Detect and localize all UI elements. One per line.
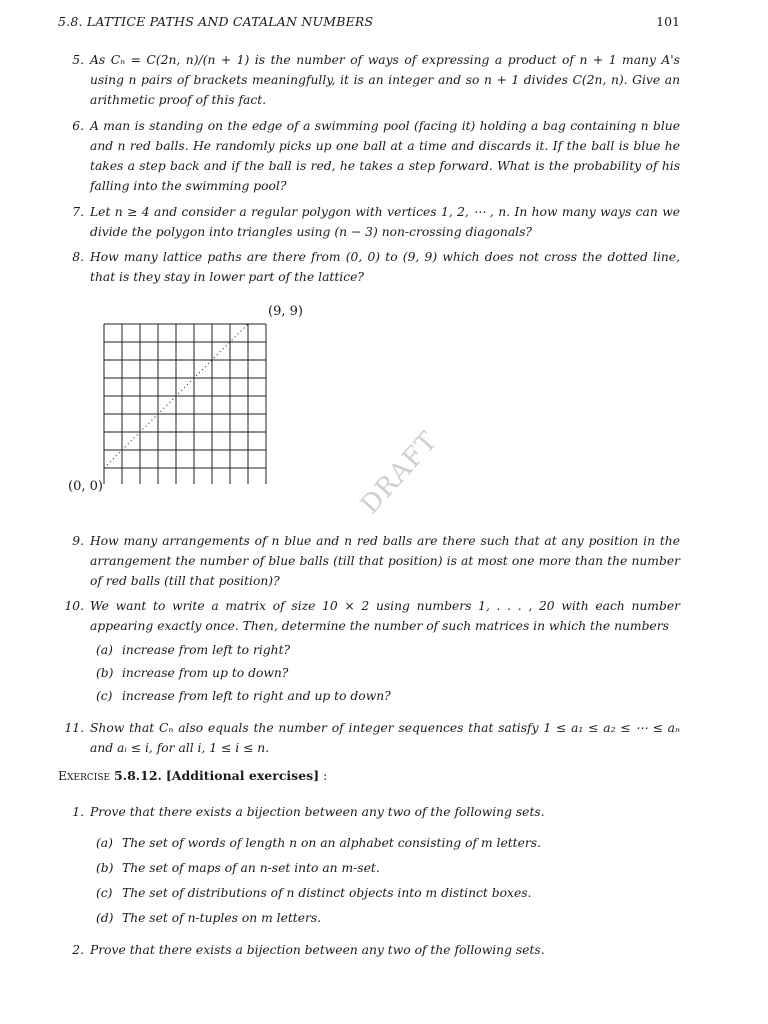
part-text: The set of maps of an n-set into an m-set. <box>122 861 380 875</box>
additional-1-part-c <box>96 883 656 903</box>
part-text: The set of words of length n on an alphabet consisting of m letters. <box>122 836 541 850</box>
part-text: increase from left to right and up to down? <box>122 689 391 703</box>
exercise-tail: : <box>319 768 328 783</box>
problem-text: We want to write a matrix of size 10 × 2 using numbers 1, . . . , 20 with each number appearing exactly once. Then, determine the number of such matrices in which the numbers <box>90 599 680 633</box>
problem-text: As Cₙ = C(2n, n)/(n + 1) is the number of ways of expressing a product of n + 1 many A's using n pairs of brackets meaningfully, it is an integer and so n + 1 divides C(2n, n). Give an arithmetic proof of this fact. <box>90 53 680 107</box>
part-label: (b) <box>96 666 114 680</box>
additional-1-part-d <box>96 908 656 928</box>
problem-text: Prove that there exists a bijection between any two of the following sets. <box>90 943 545 957</box>
lattice-start-label: (0, 0) <box>68 479 103 494</box>
exercise-number: 5.8.12. <box>114 768 162 783</box>
problem-number: 11. <box>64 721 84 735</box>
additional-1-part-a <box>96 833 656 853</box>
exercise-label: Exercise <box>58 768 111 783</box>
page-number: 101 <box>656 14 680 29</box>
part-label: (a) <box>96 643 113 657</box>
problem-number: 9. <box>72 534 84 548</box>
lattice-grid-figure <box>100 320 272 484</box>
part-label: (a) <box>96 836 113 850</box>
problem-text: Show that Cₙ also equals the number of integer sequences that satisfy 1 ≤ a₁ ≤ a₂ ≤ ⋯ ≤ aₙ and aᵢ ≤ i, for all i, 1 ≤ i ≤ n. <box>90 721 680 755</box>
problem-10-part-b <box>96 663 656 683</box>
problem-6 <box>58 116 680 196</box>
problem-number: 7. <box>72 205 84 219</box>
problem-text: How many arrangements of n blue and n red balls are there such that at any position in the arrangement the number of blue balls (till that position) is at most one more than the number of red balls (till that position)? <box>90 534 680 588</box>
part-label: (c) <box>96 689 113 703</box>
exercise-heading <box>58 766 327 786</box>
problem-9 <box>58 531 680 591</box>
problem-5 <box>58 50 680 110</box>
problem-number: 10. <box>64 599 84 613</box>
problem-10-part-a <box>96 640 656 660</box>
part-text: increase from up to down? <box>122 666 289 680</box>
running-head <box>58 14 680 32</box>
problem-number: 1. <box>72 805 84 819</box>
problem-10 <box>58 596 680 636</box>
part-label: (d) <box>96 911 114 925</box>
part-label: (c) <box>96 886 113 900</box>
part-text: The set of n-tuples on m letters. <box>122 911 322 925</box>
part-text: increase from left to right? <box>122 643 291 657</box>
draft-watermark: DRAFT <box>355 425 444 521</box>
problem-number: 6. <box>72 119 84 133</box>
lattice-end-label: (9, 9) <box>268 304 303 319</box>
problem-text: Prove that there exists a bijection between any two of the following sets. <box>90 805 545 819</box>
section-title: 5.8. LATTICE PATHS AND CATALAN NUMBERS <box>58 14 374 29</box>
problem-7 <box>58 202 680 242</box>
additional-1-part-b <box>96 858 656 878</box>
problem-11 <box>58 718 680 758</box>
problem-text: A man is standing on the edge of a swimming pool (facing it) holding a bag containing n blue and n red balls. He randomly picks up one ball at a time and discards it. If the ball is blue he takes a step back and if the ball is red, he takes a step forward. What is the probability of his falling into the swimming pool? <box>90 119 680 193</box>
exercise-title: [Additional exercises] <box>165 768 320 783</box>
problem-number: 8. <box>72 250 84 264</box>
part-text: The set of distributions of n distinct objects into m distinct boxes. <box>122 886 532 900</box>
part-label: (b) <box>96 861 114 875</box>
problem-text: How many lattice paths are there from (0, 0) to (9, 9) which does not cross the dotted line, that is they stay in lower part of the lattice? <box>90 250 680 284</box>
problem-number: 2. <box>72 943 84 957</box>
problem-8 <box>58 247 680 287</box>
problem-number: 5. <box>72 53 84 67</box>
additional-problem-2 <box>58 940 680 960</box>
problem-text: Let n ≥ 4 and consider a regular polygon with vertices 1, 2, ⋯ , n. In how many ways can we divide the polygon into triangles using (n − 3) non-crossing diagonals? <box>90 205 680 239</box>
problem-10-part-c <box>96 686 656 706</box>
additional-problem-1 <box>58 802 680 822</box>
